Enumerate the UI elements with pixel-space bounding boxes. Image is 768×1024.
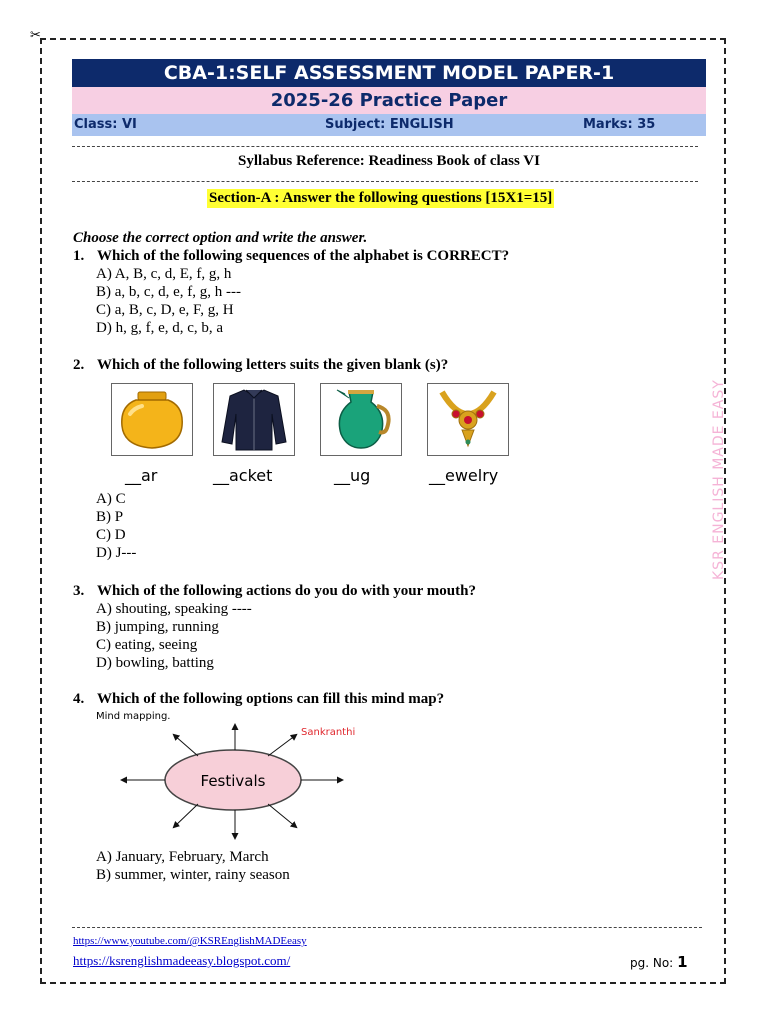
option: A) shouting, speaking ---- xyxy=(96,601,252,617)
option: A) January, February, March xyxy=(96,849,269,865)
paper-subtitle: 2025-26 Practice Paper xyxy=(72,87,706,114)
syllabus-reference: Syllabus Reference: Readiness Book of class VI xyxy=(238,153,540,169)
blank-word: __acket xyxy=(213,466,273,485)
option: A) A, B, c, d, E, f, g, h xyxy=(96,266,232,282)
question-3 xyxy=(73,583,476,600)
option: D) bowling, batting xyxy=(96,655,214,671)
option: C) eating, seeing xyxy=(96,637,198,653)
marks-label: Marks: 35 xyxy=(583,117,656,132)
jar-image xyxy=(111,383,193,456)
option: C) D xyxy=(96,527,126,543)
jug-image xyxy=(320,383,402,456)
option: B) a, b, c, d, e, f, g, h --- xyxy=(96,284,241,300)
jewelry-image xyxy=(427,383,509,456)
question-text: Which of the following sequences of the alphabet is CORRECT? xyxy=(97,248,510,264)
question-text: Which of the following options can fill this mind map? xyxy=(97,691,445,707)
subject-label: Subject: ENGLISH xyxy=(325,117,454,132)
question-number: 1. xyxy=(73,248,85,264)
blank-word: __ar xyxy=(125,466,158,485)
option: B) summer, winter, rainy season xyxy=(96,867,290,883)
mind-map-title: Mind mapping. xyxy=(96,711,171,722)
blog-link[interactable]: https://ksrenglishmadeeasy.blogspot.com/ xyxy=(73,953,291,968)
option: B) jumping, running xyxy=(96,619,219,635)
class-label: Class: VI xyxy=(74,117,137,132)
question-text: Which of the following letters suits the given blank (s)? xyxy=(97,357,449,373)
page-number-value: 1 xyxy=(677,953,688,971)
question-2 xyxy=(73,357,448,374)
youtube-link[interactable]: https://www.youtube.com/@KSREnglishMADEeasy xyxy=(73,935,307,947)
divider xyxy=(72,181,698,182)
question-1 xyxy=(73,248,509,265)
jacket-image xyxy=(213,383,295,456)
question-4 xyxy=(73,691,444,708)
option: A) C xyxy=(96,491,126,507)
scissors-icon: ✂ xyxy=(30,28,41,43)
question-number: 3. xyxy=(73,583,85,599)
paper-title: CBA-1:SELF ASSESSMENT MODEL PAPER-1 xyxy=(72,59,706,87)
option: B) P xyxy=(96,509,124,525)
mind-map-center-label: Festivals xyxy=(200,772,266,790)
divider xyxy=(72,146,698,147)
question-number: 4. xyxy=(73,691,85,707)
question-number: 2. xyxy=(73,357,85,373)
mind-map-example-label: Sankranthi xyxy=(301,727,356,738)
watermark-text: KSR ENGLISH MADE EASY xyxy=(711,379,727,580)
option: C) a, B, c, D, e, F, g, H xyxy=(96,302,234,318)
option: D) J--- xyxy=(96,545,137,561)
page-number xyxy=(630,953,688,971)
footer-divider xyxy=(72,927,702,928)
section-heading: Section-A : Answer the following questions [15X1=15] xyxy=(209,190,553,206)
blank-word: __ewelry xyxy=(429,466,499,485)
instruction-text: Choose the correct option and write the answer. xyxy=(73,230,368,246)
option: D) h, g, f, e, d, c, b, a xyxy=(96,320,224,336)
blank-word: __ug xyxy=(334,466,371,485)
page-label: pg. No: xyxy=(630,956,674,970)
question-text: Which of the following actions do you do with your mouth? xyxy=(97,583,476,599)
paper-info-bar xyxy=(72,114,706,136)
mind-map-diagram xyxy=(110,720,390,845)
